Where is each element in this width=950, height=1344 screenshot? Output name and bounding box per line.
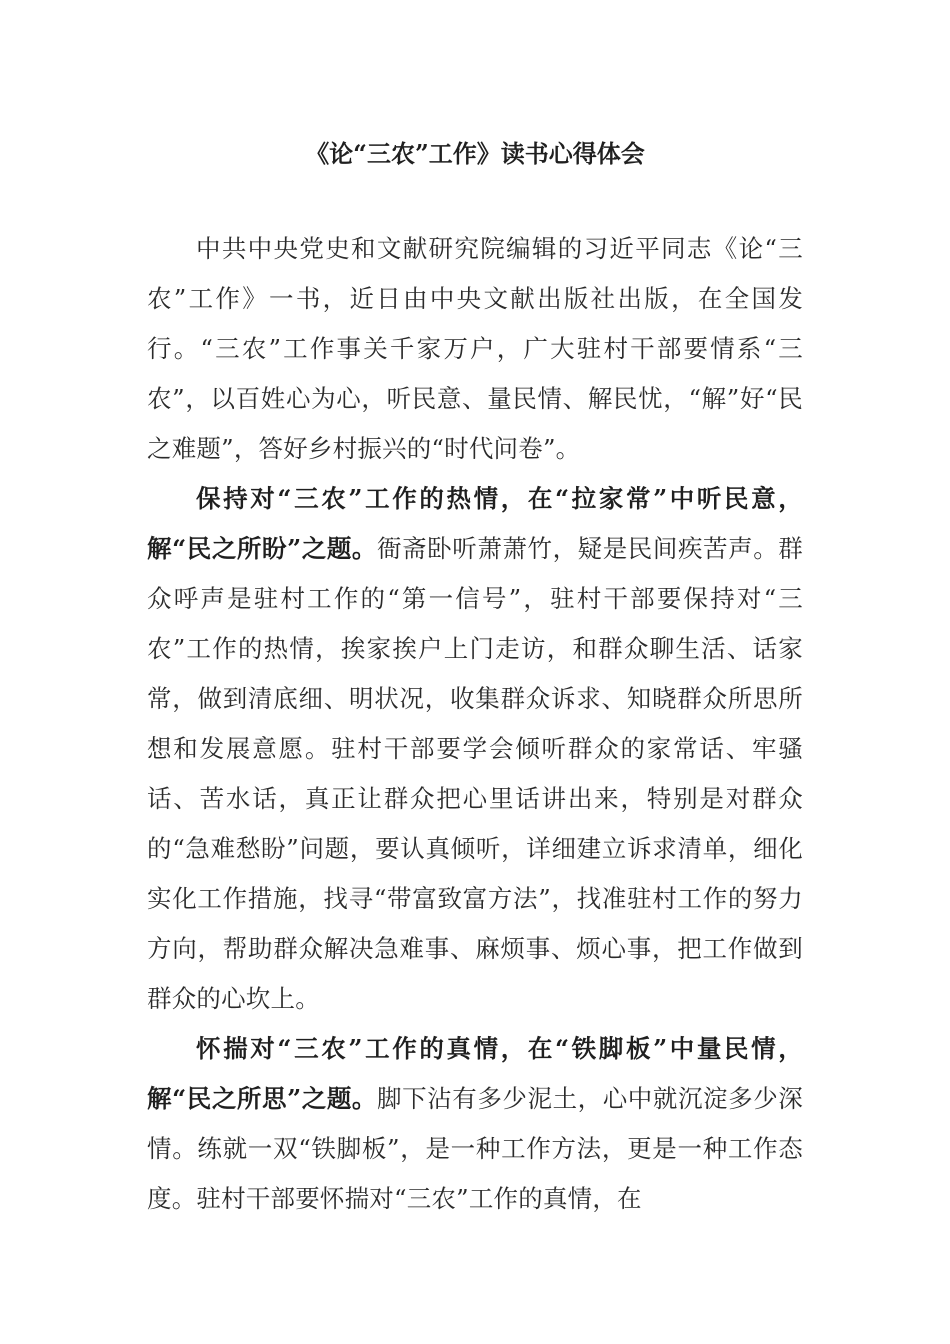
section-paragraph-measure — [147, 1024, 803, 1224]
paragraph-text: 中共中央党史和文献研究院编辑的习近平同志《论“三农”工作》一书，近日由中央文献出版社出版，在全国发行。“三农”工作事关千家万户，广大驻村干部要情系“三农”，以百姓心为心，听民意、量民情、解民忧，“解”好“民之难题”，答好乡村振兴的“时代问卷”。 — [147, 234, 803, 463]
paragraph-text: 衙斋卧听萧萧竹，疑是民间疾苦声。群众呼声是驻村工作的“第一信号”，驻村干部要保持对“三农”工作的热情，挨家挨户上门走访，和群众聊生活、话家常，做到清底细、明状况，收集群众诉求、知晓群众所思所想和发展意愿。驻村干部要学会倾听群众的家常话、牢骚话、苦水话，真正让群众把心里话讲出来，特别是对群众的“急难愁盼”问题，要认真倾听，详细建立诉求清单，细化实化工作措施，找寻“带富致富方法”，找准驻村工作的努力方向，帮助群众解决急难事、麻烦事、烦心事，把工作做到群众的心坎上。 — [147, 534, 803, 1013]
paragraph-lead: 保持对“三农”工作的热情，在“拉家常”中听民意，解“民之所盼”之题。 — [147, 484, 803, 563]
document-title: 《论“三农”工作》读书心得体会 — [305, 139, 645, 168]
section-paragraph-listen — [147, 474, 803, 1024]
paragraph-text: 脚下沾有多少泥土，心中就沉淀多少深情。练就一双“铁脚板”，是一种工作方法，更是一种工作态度。驻村干部要怀揣对“三农”工作的真情，在 — [147, 1084, 803, 1213]
paragraph-lead: 怀揣对“三农”工作的真情，在“铁脚板”中量民情，解“民之所思”之题。 — [147, 1034, 803, 1113]
intro-paragraph — [147, 224, 803, 474]
document-body — [147, 224, 803, 1224]
